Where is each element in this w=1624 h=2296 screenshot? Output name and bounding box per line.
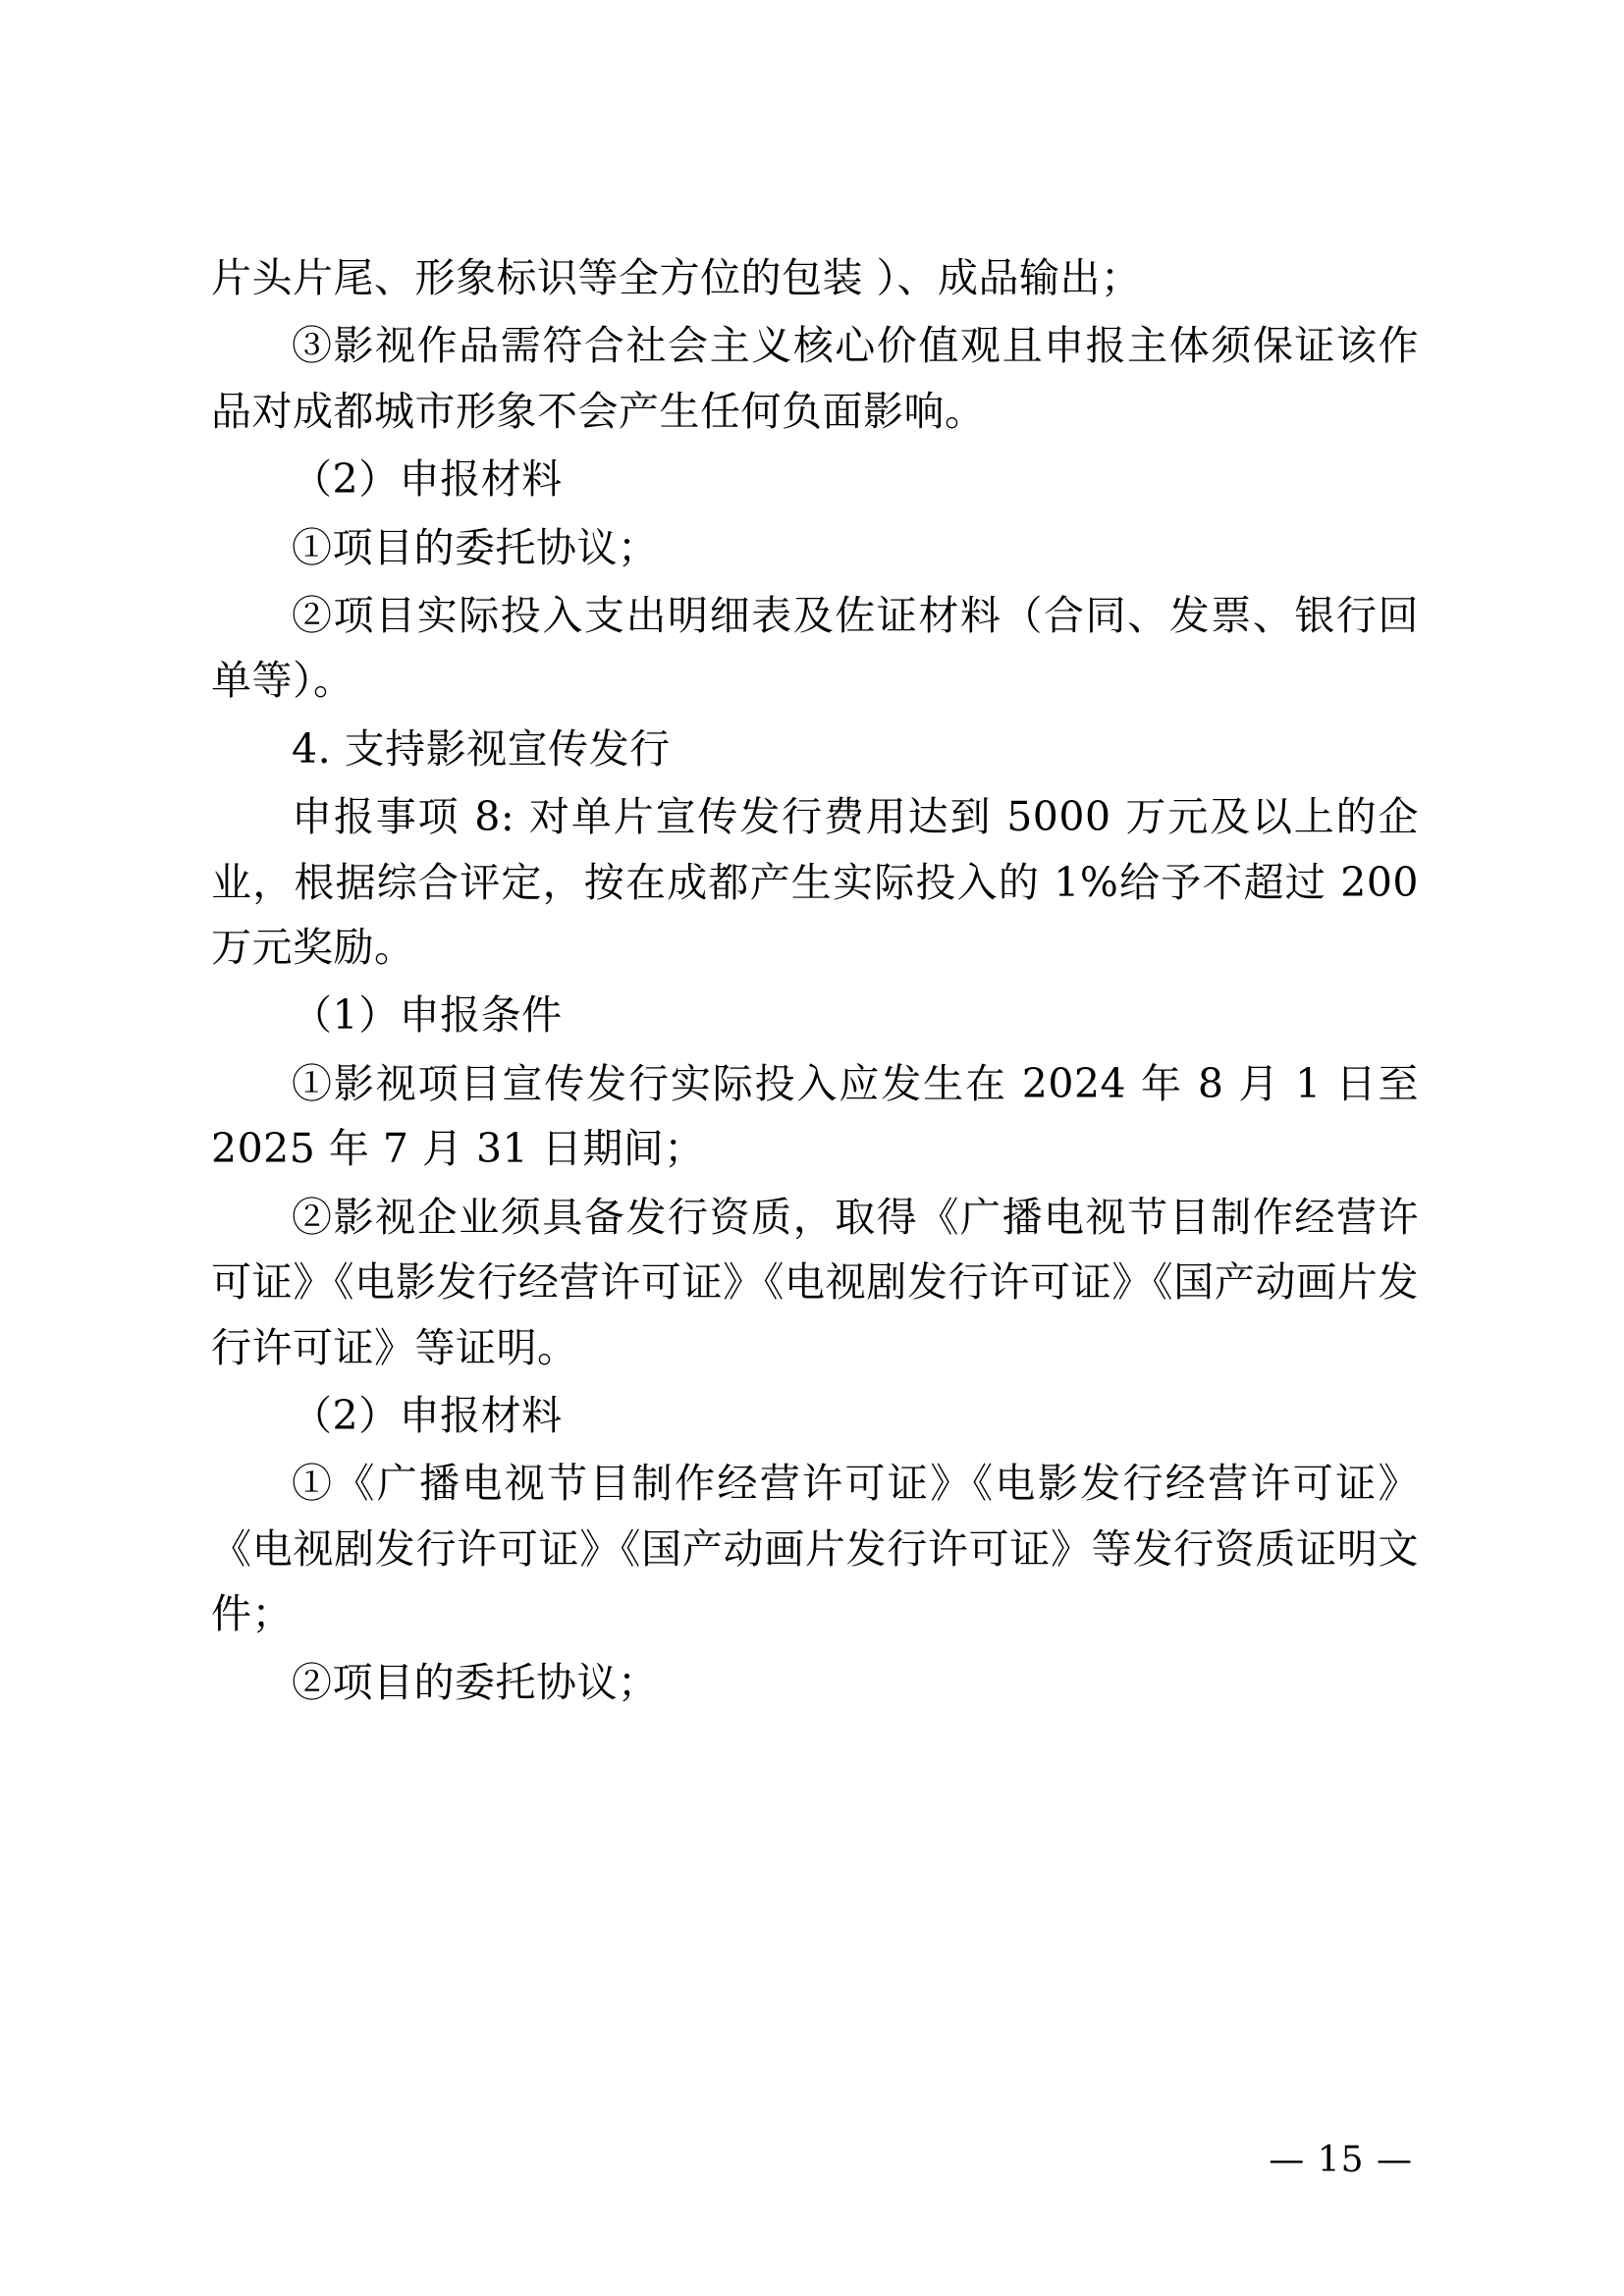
paragraph: ②项目的委托协议； [292,1658,659,1706]
paragraph: （1）申报条件 [292,991,563,1040]
paragraph: ①《广播电视节目制作经营许可证》《电影发行经营许可证》《电视剧发行许可证》《国产动画片发行许可证》等发行资质证明文件； [211,1460,1419,1638]
paragraph: ①影视项目宣传发行实际投入应发生在 2024 年 8 月 1 日至 2025 年 7 月 31 日期间； [211,1059,1419,1173]
paragraph: 申报事项 8: 对单片宣传发行费用达到 5000 万元及以上的企业，根据综合评定，按在成都产生实际投入的 1%给予不超过 200 万元奖励。 [211,793,1419,972]
paragraph-heading: 4. 支持影视宣传发行 [292,724,671,773]
paragraph: （2）申报材料 [292,455,563,504]
document-body [211,245,1419,1715]
page-number: — 15 — [1269,2140,1413,2180]
paragraph: ②影视企业须具备发行资质，取得《广播电视节目制作经营许可证》《电影发行经营许可证》《电视剧发行许可证》《国产动画片发行许可证》等证明。 [211,1193,1419,1371]
paragraph: ①项目的委托协议； [292,523,659,571]
paragraph: ②项目实际投入支出明细表及佐证材料（合同、发票、银行回单等）。 [211,592,1419,705]
paragraph: 片头片尾、形象标识等全方位的包装 ）、成品输出； [211,254,1142,301]
paragraph: （2）申报材料 [292,1391,563,1439]
page-footer [211,2131,1413,2180]
paragraph: ③影视作品需符合社会主义核心价值观且申报主体须保证该作品对成都城市形象不会产生任何负面影响。 [211,322,1419,435]
